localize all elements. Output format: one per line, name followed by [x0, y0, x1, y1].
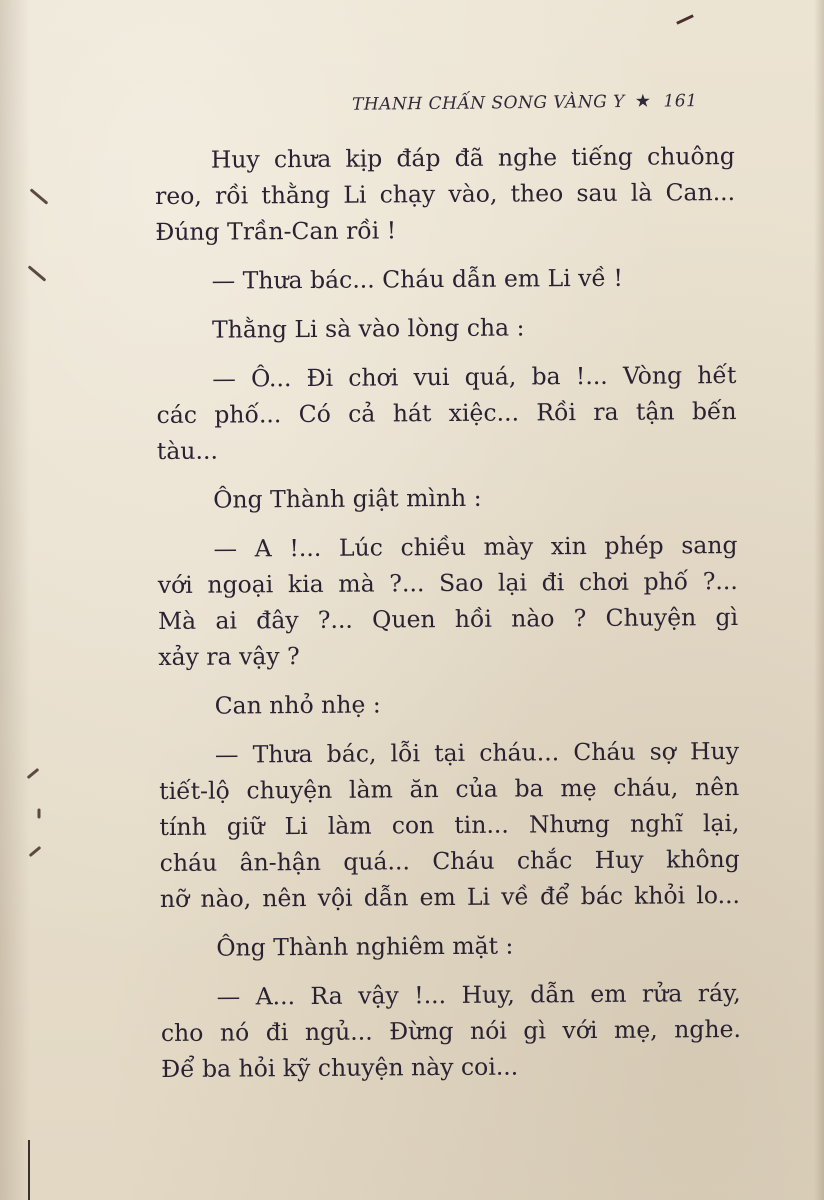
text-line: xảy ra vậy ?	[158, 642, 300, 672]
text-line: Ông Thành giật mình :	[213, 483, 482, 514]
running-header	[352, 90, 698, 115]
text-line: — Thưa bác, lỗi tại cháu... Cháu sợ Huy	[214, 736, 740, 769]
text-line: với ngoại kia mà ?... Sao lại đi chơi phố ?...	[157, 566, 738, 600]
text-line: Thằng Li sà vào lòng cha :	[211, 313, 525, 344]
text-line: Mà ai đây ?... Quen hồi nào ? Chuyện gì	[157, 602, 739, 636]
binding-mark	[28, 265, 47, 281]
corner-mark	[676, 14, 694, 24]
text-line: Huy chưa kịp đáp đã nghe tiếng chuông	[210, 141, 735, 174]
text-line: cho nó đi ngủ... Đừng nói gì với mẹ, nghe.	[160, 1014, 742, 1048]
text-line: — Thưa bác... Cháu dẫn em Li về !	[211, 263, 623, 295]
text-line: cháu ân-hận quá... Cháu chắc Huy không	[159, 844, 740, 878]
star-icon: ★	[634, 90, 652, 112]
page-right-shadow	[814, 0, 824, 1200]
binding-mark	[30, 188, 49, 204]
page-number: 161	[663, 91, 698, 112]
text-line: — A... Ra vậy !... Huy, dẫn em rửa ráy,	[216, 978, 741, 1011]
text-line: nỡ nào, nên vội dẫn em Li về để bác khỏi lo...	[159, 880, 741, 914]
page-edge-line	[28, 1140, 30, 1200]
text-line: reo, rồi thằng Li chạy vào, theo sau là Can...	[154, 177, 736, 211]
text-line: Can nhỏ nhẹ :	[214, 690, 381, 720]
text-line: — A !... Lúc chiều mày xin phép sang	[213, 530, 738, 563]
text-line: — Ô... Đi chơi vui quá, ba !... Vòng hết	[212, 360, 737, 393]
page-left-shadow	[0, 0, 30, 1200]
page-body-text	[155, 138, 742, 1087]
text-line: tiết-lộ chuyện làm ăn của ba mẹ cháu, nên	[159, 772, 740, 806]
text-line: các phố... Có cả hát xiệc... Rồi ra tận bến	[156, 396, 737, 430]
text-line: Ông Thành nghiêm mặt :	[216, 931, 514, 962]
text-line: tính giữ Li làm con tin... Nhưng nghĩ lại,	[159, 808, 740, 842]
text-line: Đúng Trần-Can rồi !	[155, 216, 397, 247]
binding-mark	[38, 809, 41, 819]
binding-mark	[29, 846, 42, 857]
book-title: THANH CHẤN SONG VÀNG Y	[351, 91, 625, 115]
text-line: Để ba hỏi kỹ chuyện này coi...	[161, 1052, 519, 1084]
text-line: tàu...	[156, 436, 218, 466]
